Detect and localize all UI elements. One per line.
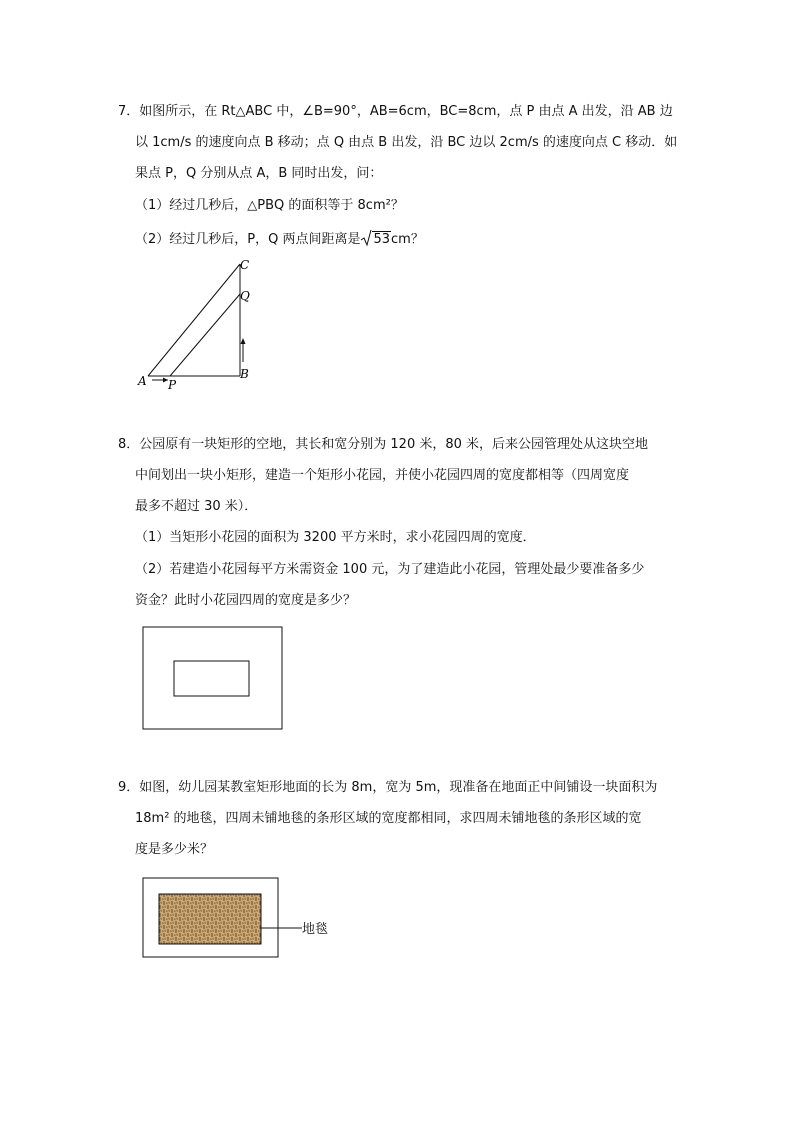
inner-rectangle [174,661,249,696]
q8-sub-1: （1）当矩形小花园的面积为 3200 平方米时，求小花园四周的宽度． [135,530,536,545]
q7-line-2: 以 1cm/s 的速度向点 B 移动；点 Q 由点 B 出发，沿 BC 边以 2cm/s 的速度向点 C 移动．如 [135,135,678,150]
sqrt-symbol [360,228,391,250]
q9-line-1: 9．如图，幼儿园某教室矩形地面的长为 8m，宽为 5m，现准备在地面正中间铺设一块面积为 [118,780,658,795]
arrow-up-head-icon [241,338,246,344]
q7-line-1: 7．如图所示，在 Rt△ABC 中，∠B=90°，AB=6cm，BC=8cm，点 P 由点 A 出发，沿 AB 边 [118,104,673,119]
carpet [159,894,261,944]
label-p: P [168,378,177,392]
q7-sub-2-radicand: 53 [373,232,391,247]
q7-line-3: 果点 P，Q 分别从点 A，B 同时出发，问： [135,166,383,181]
q8-sub-2a: （2）若建造小花园每平方米需资金 100 元，为了建造此小花园，管理处最少要准备多少 [135,562,645,577]
q7-sub-2 [135,228,424,250]
carpet-label: 地毯 [302,922,329,937]
q9-line-2: 18m² 的地毯，四周未铺地毯的条形区域的宽度都相同，求四周未铺地毯的条形区域的宽 [135,811,642,826]
outer-rectangle [143,627,282,729]
q8-line-3: 最多不超过 30 米）． [135,499,258,514]
q8-line-2: 中间划出一块小矩形，建造一个矩形小花园，并使小花园四周的宽度都相等（四周宽度 [135,468,630,483]
q7-sub-1: （1）经过几秒后，△PBQ 的面积等于 8cm²？ [135,198,404,213]
label-a: A [138,374,147,388]
q8-garden-figure [142,626,284,732]
q9-carpet-figure [142,877,342,961]
q8-line-1: 8．公园原有一块矩形的空地，其长和宽分别为 120 米，80 米，后来公园管理处从这块空地 [118,437,649,452]
q7-sub-2-post: cm？ [391,232,424,247]
label-c: C [240,258,250,272]
segment-ac [148,264,240,376]
label-b: B [240,367,249,381]
label-q: Q [240,289,250,303]
q8-sub-2b: 资金？此时小花园四周的宽度是多少？ [135,593,357,608]
q7-triangle-figure [130,250,270,395]
q9-line-3: 度是多少米？ [135,842,214,857]
q7-sub-2-pre: （2）经过几秒后，P，Q 两点间距离是 [135,232,361,247]
